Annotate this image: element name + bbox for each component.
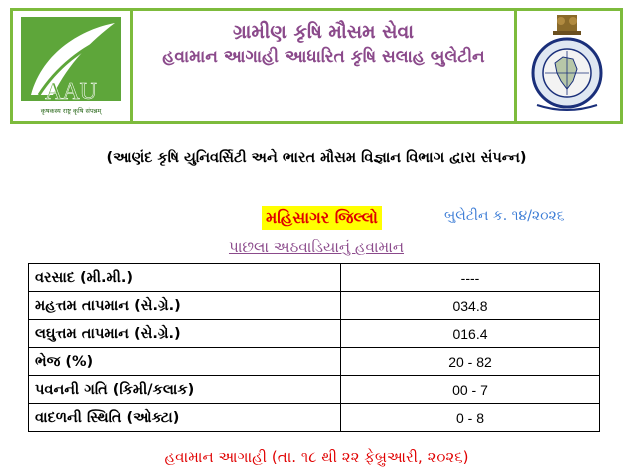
param-cell: પવનની ગતિ (કિમી/કલાક) [29,376,341,404]
past-weather-title: પાછલા અઠવાડિયાનું હવામાન [228,238,405,256]
leaf-logo-icon [13,11,127,119]
header-title-line2: હવામાન આગાહી આધારિત કૃષિ સલાહ બુલેટીન [162,47,485,67]
table-row [29,320,600,348]
value-cell: 034.8 [341,292,600,320]
value-cell: ---- [341,264,600,292]
table-row [29,348,600,376]
param-cell: વાદળની સ્થિતિ (ઓક્ટા) [29,404,341,432]
aau-logo-tagline: कृषकस्य राष्ट्र कृषि संपन्नम् [40,107,102,115]
value-cell: 20 - 82 [341,348,600,376]
param-cell: મહત્તમ તાપમાન (સે.ગ્રે.) [29,292,341,320]
param-cell: લઘુત્તમ તાપમાન (સે.ગ્રે.) [29,320,341,348]
subtitle: (આણંદ કૃષિ યુનિવર્સિટી અને ભારત મૌસમ વિજ્ઞાન વિભાગ દ્વારા સંપન્ન) [106,150,527,166]
aau-logo [13,11,133,121]
bulletin-header [10,8,623,124]
table-row [29,292,600,320]
bulletin-number [444,208,565,224]
aau-logo-text: AAU [45,79,97,105]
value-cell: 016.4 [341,320,600,348]
forecast-title: હવામાન આગાહી (તા. ૧૮ થી ૨૨ ફેબ્રુઆરી, ૨૦૨૬) [164,448,469,466]
bulletin-number-value: . ૧૪/૨૦૨૬ [502,208,565,224]
header-title-line1: ગ્રામીણ કૃષિ મૌસમ સેવા [232,21,415,43]
district-name: મહિસાગર જિલ્લો [262,206,382,230]
param-cell: વરસાદ (મી.મી.) [29,264,341,292]
value-cell: 0 - 8 [341,404,600,432]
past-weather-table [28,263,600,432]
param-cell: ભેજ (%) [29,348,341,376]
imd-logo [514,11,620,121]
bulletin-label: બુલેટીન ક [444,208,503,224]
header-title-block [135,13,512,69]
table-row [29,404,600,432]
table-row [29,264,600,292]
value-cell: 00 - 7 [341,376,600,404]
imd-emblem-icon [517,11,617,119]
table-row [29,376,600,404]
